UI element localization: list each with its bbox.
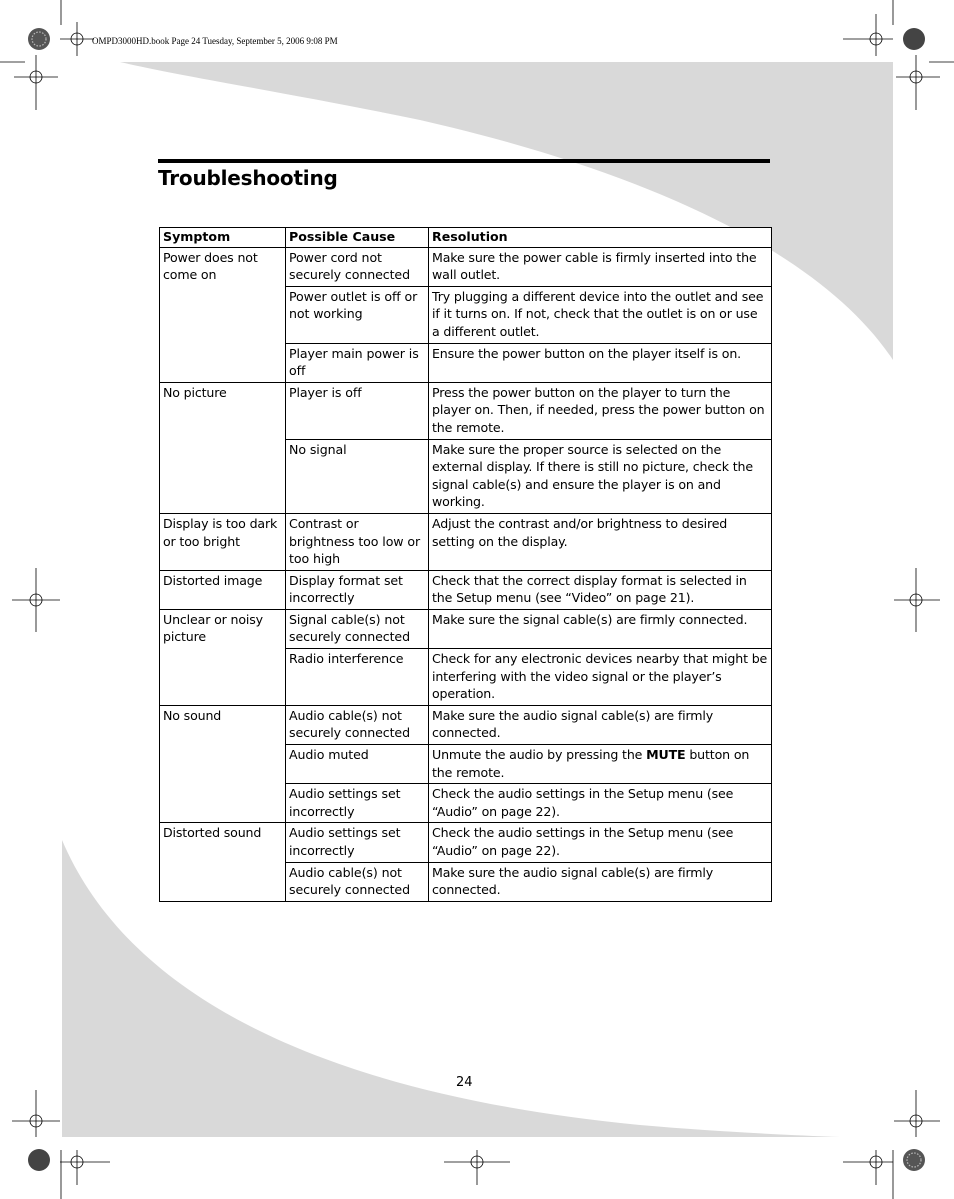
cause-cell: Audio muted bbox=[286, 745, 429, 784]
resolution-cell: Check the audio settings in the Setup menu (see “Audio” on page 22). bbox=[429, 784, 772, 823]
resolution-cell: Check that the correct display format is selected in the Setup menu (see “Video” on page 21). bbox=[429, 570, 772, 609]
cause-cell: Player main power is off bbox=[286, 343, 429, 382]
cause-cell: Power outlet is off or not working bbox=[286, 286, 429, 343]
table-row bbox=[160, 570, 772, 609]
cause-cell: Power cord not securely connected bbox=[286, 247, 429, 286]
cause-cell: No signal bbox=[286, 439, 429, 513]
cause-cell: Audio cable(s) not securely connected bbox=[286, 705, 429, 744]
cause-cell: Radio interference bbox=[286, 649, 429, 706]
page-title: Troubleshooting bbox=[158, 166, 338, 190]
registration-disc-top-right bbox=[903, 28, 925, 50]
resolution-cell: Check for any electronic devices nearby that might be interfering with the video signal or the player’s operation. bbox=[429, 649, 772, 706]
symptom-cell: Power does not come on bbox=[160, 247, 286, 382]
table-row bbox=[160, 513, 772, 570]
cause-cell: Display format set incorrectly bbox=[286, 570, 429, 609]
cause-cell: Audio settings set incorrectly bbox=[286, 823, 429, 862]
resolution-cell: Make sure the signal cable(s) are firmly connected. bbox=[429, 609, 772, 648]
symptom-cell: Unclear or noisy picture bbox=[160, 609, 286, 705]
symptom-cell: Display is too dark or too bright bbox=[160, 513, 286, 570]
cause-cell: Audio settings set incorrectly bbox=[286, 784, 429, 823]
cause-cell: Player is off bbox=[286, 382, 429, 439]
table-row bbox=[160, 382, 772, 439]
cause-cell: Signal cable(s) not securely connected bbox=[286, 609, 429, 648]
registration-disc-top-left bbox=[28, 28, 50, 50]
resolution-cell: Make sure the proper source is selected on the external display. If there is still no picture, check the signal cable(s) and ensure the player is on and working. bbox=[429, 439, 772, 513]
resolution-cell bbox=[429, 745, 772, 784]
resolution-cell: Adjust the contrast and/or brightness to desired setting on the display. bbox=[429, 513, 772, 570]
header-symptom: Symptom bbox=[160, 228, 286, 248]
resolution-cell: Press the power button on the player to turn the player on. Then, if needed, press the power button on the remote. bbox=[429, 382, 772, 439]
registration-disc-bottom-left bbox=[28, 1149, 50, 1171]
header-possible-cause: Possible Cause bbox=[286, 228, 429, 248]
print-slug: OMPD3000HD.book Page 24 Tuesday, September 5, 2006 9:08 PM bbox=[92, 36, 338, 46]
crop-marks-top-left bbox=[0, 0, 94, 110]
cause-cell: Contrast or brightness too low or too high bbox=[286, 513, 429, 570]
resolution-cell: Try plugging a different device into the outlet and see if it turns on. If not, check that the outlet is on or use a different outlet. bbox=[429, 286, 772, 343]
table-header-row bbox=[160, 228, 772, 248]
header-resolution: Resolution bbox=[429, 228, 772, 248]
resolution-cell: Make sure the power cable is firmly inserted into the wall outlet. bbox=[429, 247, 772, 286]
symptom-cell: Distorted sound bbox=[160, 823, 286, 901]
symptom-cell: No sound bbox=[160, 705, 286, 823]
symptom-cell: Distorted image bbox=[160, 570, 286, 609]
resolution-cell: Check the audio settings in the Setup menu (see “Audio” on page 22). bbox=[429, 823, 772, 862]
troubleshooting-table bbox=[159, 227, 772, 902]
page-number: 24 bbox=[456, 1075, 473, 1090]
resolution-cell: Ensure the power button on the player itself is on. bbox=[429, 343, 772, 382]
table-row bbox=[160, 609, 772, 648]
registration-disc-bottom-right bbox=[903, 1149, 925, 1171]
mute-button-label: MUTE bbox=[646, 747, 686, 763]
symptom-cell: No picture bbox=[160, 382, 286, 513]
resolution-text-after: button on the remote. bbox=[432, 747, 750, 780]
table-row bbox=[160, 247, 772, 286]
table-row bbox=[160, 823, 772, 862]
resolution-cell: Make sure the audio signal cable(s) are firmly connected. bbox=[429, 705, 772, 744]
resolution-cell: Make sure the audio signal cable(s) are firmly connected. bbox=[429, 862, 772, 901]
title-rule bbox=[158, 159, 770, 163]
resolution-text-before: Unmute the audio by pressing the bbox=[432, 747, 647, 763]
table-row bbox=[160, 705, 772, 744]
cause-cell: Audio cable(s) not securely connected bbox=[286, 862, 429, 901]
